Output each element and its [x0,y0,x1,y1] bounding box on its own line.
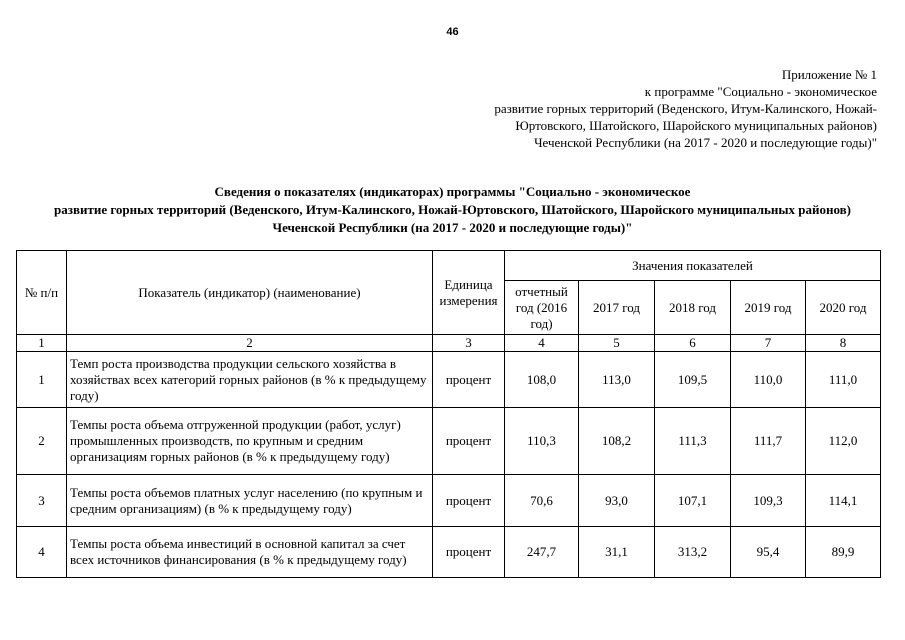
row-value: 110,3 [505,408,579,475]
header-year-2018: 2018 год [655,281,731,335]
row-indicator: Темпы роста объема инвестиций в основной капитал за счет всех источников финансирования (в % к предыдущему году) [67,527,433,578]
page-number: 46 [446,26,459,38]
row-value: 110,0 [731,352,806,408]
title-line: Чеченской Республики (на 2017 - 2020 и последующие годы)" [272,220,633,235]
col-number: 2 [67,335,433,352]
row-num: 1 [17,352,67,408]
col-number: 6 [655,335,731,352]
header-year-2020: 2020 год [806,281,881,335]
appendix-line: Приложение № 1 [781,67,877,82]
row-indicator: Темпы роста объемов платных услуг населению (по крупным и средним организациям) (в % к предыдущему году) [67,475,433,527]
table-row [17,408,881,475]
header-year-2017: 2017 год [579,281,655,335]
row-unit: процент [433,475,505,527]
header-indicator: Показатель (индикатор) (наименование) [67,251,433,335]
title-line: развитие горных территорий (Веденского, Итум-Калинского, Ножай-Юртовского, Шатойского, Шаройского муниципальных районов) [53,202,851,217]
row-value: 70,6 [505,475,579,527]
table-row [17,352,881,408]
row-value: 93,0 [579,475,655,527]
row-num: 3 [17,475,67,527]
row-value: 109,5 [655,352,731,408]
column-number-row [17,335,881,352]
appendix-line: к программе "Социально - экономическое [644,84,877,99]
row-value: 313,2 [655,527,731,578]
row-value: 108,0 [505,352,579,408]
header-year-2019: 2019 год [731,281,806,335]
col-number: 1 [17,335,67,352]
header-num: № п/п [17,251,67,335]
indicators-table [16,250,881,578]
col-number: 8 [806,335,881,352]
row-value: 89,9 [806,527,881,578]
row-unit: процент [433,408,505,475]
row-value: 95,4 [731,527,806,578]
header-unit: Единица измерения [433,251,505,335]
title-line: Сведения о показателях (индикаторах) программы "Социально - экономическое [214,184,691,199]
appendix-header [494,66,877,151]
col-number: 7 [731,335,806,352]
table-row [17,475,881,527]
row-value: 31,1 [579,527,655,578]
document-title [0,183,905,237]
row-value: 111,7 [731,408,806,475]
row-value: 113,0 [579,352,655,408]
col-number: 3 [433,335,505,352]
row-num: 2 [17,408,67,475]
row-value: 109,3 [731,475,806,527]
appendix-line: Юртовского, Шатойского, Шаройского муниципальных районов) [515,118,877,133]
row-unit: процент [433,527,505,578]
row-value: 247,7 [505,527,579,578]
appendix-line: Чеченской Республики (на 2017 - 2020 и последующие годы)" [534,135,877,150]
row-value: 108,2 [579,408,655,475]
table-row [17,527,881,578]
header-values-group: Значения показателей [505,251,881,281]
row-num: 4 [17,527,67,578]
row-unit: процент [433,352,505,408]
appendix-line: развитие горных территорий (Веденского, Итум-Калинского, Ножай- [494,101,877,116]
col-number: 4 [505,335,579,352]
col-number: 5 [579,335,655,352]
row-value: 107,1 [655,475,731,527]
row-value: 111,3 [655,408,731,475]
header-year-2016: отчетный год (2016 год) [505,281,579,335]
row-value: 112,0 [806,408,881,475]
row-value: 111,0 [806,352,881,408]
row-indicator: Темп роста производства продукции сельского хозяйства в хозяйствах всех категорий горных районов (в % к предыдущему году) [67,352,433,408]
row-value: 114,1 [806,475,881,527]
row-indicator: Темпы роста объема отгруженной продукции (работ, услуг) промышленных производств, по крупным и средним организациям горных районов (в % к предыдущему году) [67,408,433,475]
